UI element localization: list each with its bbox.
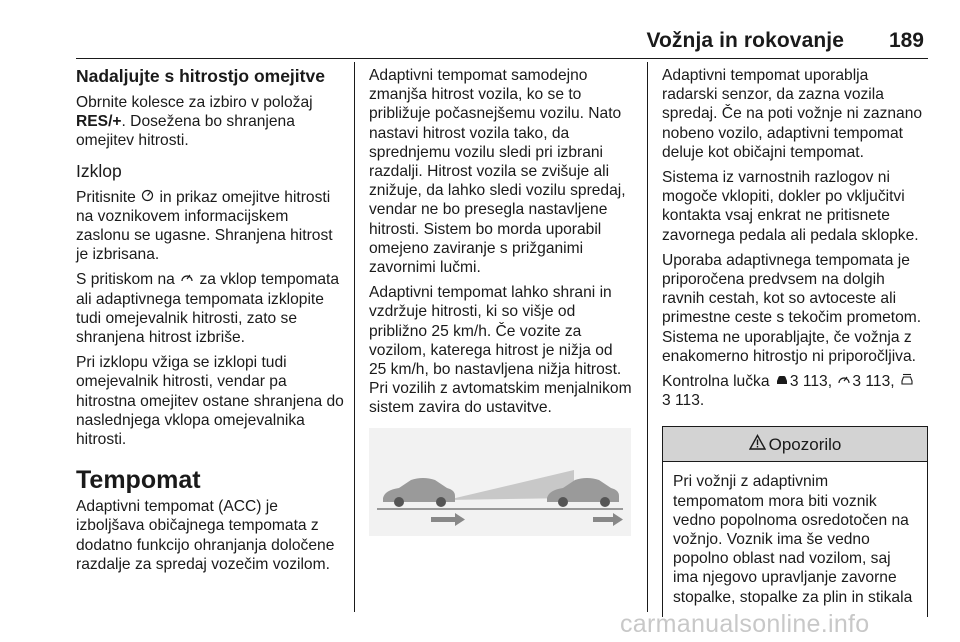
res-plus-label: RES/+ <box>76 113 122 131</box>
front-arrow <box>593 513 623 526</box>
acc-radar-illustration <box>369 428 631 536</box>
warning-triangle-icon <box>749 434 766 454</box>
speed-limiter-icon <box>140 188 155 207</box>
warning-box <box>662 426 928 617</box>
page-number: 189 <box>888 29 924 52</box>
paragraph-acc-speed: Adaptivni tempomat samodejno zmanjša hitrost vozila, ko se to približuje počasnejšemu vozilu. Nato nastavi hitrost vozila tako, da sprednjemu vozilu sledi pri izbrani razdalji. Hitrost vozila se zvišuje ali znižuje, da lahko sledi vozilu spredaj, vendar ne bo presegla nastavljene hitrosti. Sistem bo morda uporabil omejeno zaviranje s prižganimi zavornimi lučmi. <box>369 67 626 277</box>
paragraph-safety: Sistema iz varnostnih razlogov ni mogoče vklopiti, dokler po vključitvi kontakta vsaj enkrat ne pritisnete zavornega pedala ali pedala sklopke. <box>662 169 919 244</box>
cruise-control-icon <box>179 270 195 289</box>
paragraph-cruise-press: S pritiskom na za vklop tempomata ali adaptivnega tempomata izklopite tudi omejevalnik hitrosti, zato se shranjena hitrost izbriše. <box>76 271 340 347</box>
column-left <box>76 66 346 580</box>
ref-arrow-1: 3 <box>789 373 799 391</box>
column-middle <box>369 66 634 536</box>
paragraph-off: Pritisnite in prikaz omejitve hitrosti na voznikovem informacijskem zaslonu se ugasne. Shranjena hitrost je izbrisana. <box>76 188 333 264</box>
rear-car <box>383 478 455 507</box>
cruise-control-icon-ref <box>836 372 852 391</box>
warning-header <box>663 427 927 462</box>
chapter-title: Vožnja in rokovanje <box>646 29 844 52</box>
page-header <box>76 22 928 59</box>
paragraph-radar: Adaptivni tempomat uporablja radarski senzor, da zazna vozila spredaj. Če na poti vožnje ni zaznano nobeno vozilo, adaptivni tempomat deluje kot običajni tempomat. <box>662 67 923 161</box>
heading-cruise-control: Tempomat <box>76 466 201 495</box>
paragraph-indicator-refs: Kontrolna lučka 3 113, 3 113, 3 113. <box>662 372 928 410</box>
watermark: carmanualsonline.info <box>620 610 870 638</box>
heading-off: Izklop <box>76 160 122 181</box>
ref-arrow-3: 3 <box>662 392 671 410</box>
column-divider-2 <box>647 62 648 612</box>
heading-resume-limit: Nadaljujte s hitrostjo omejitve <box>76 66 325 86</box>
rear-arrow <box>431 513 465 526</box>
column-divider-1 <box>354 62 355 612</box>
paragraph-acc-range: Adaptivni tempomat lahko shrani in vzdržuje hitrosti, ki so višje od približno 25 km/h. Če vozite za vozilom, katerega hitrost je nižja od 25 km/h, bo nastavljena nižja hitrost. Pri vozilih z avtomatskim menjalnikom sistem zavira do ustavitve. <box>369 284 632 417</box>
warning-text: Pri vožnji z adaptivnim tempomatom mora biti voznik vedno popolnoma osredotočen na vožnjo. Voznik ima še vedno popolno oblast nad vozilom, saj ima njegovo upravljanje zavorne stopalke, stopalke za plin in stikala <box>673 473 913 606</box>
paragraph-usage: Uporaba adaptivnega tempomata je priporočena predvsem na dolgih ravnih cestah, kot so avtoceste ali primestne ceste s tekočim prometom. Sistema ne uporabljajte, če vožnja z enakomerno hitrostjo ni priporočljiva. <box>662 251 922 365</box>
warning-title: Opozorilo <box>768 434 842 454</box>
vehicle-ahead-icon <box>774 372 790 391</box>
paragraph-acc-intro: Adaptivni tempomat (ACC) je izboljšava običajnega tempomata z dodatno funkcijo ohranjanja določene razdalje za spredaj vozečim vozilom. <box>76 498 335 573</box>
paragraph-resume: Obrnite kolesce za izbiro v položaj RES/+. Dosežena bo shranjena omejitev hitrosti. <box>76 94 313 150</box>
adaptive-cruise-icon <box>899 372 915 391</box>
paragraph-ignition: Pri izklopu vžiga se izklopi tudi omejevalnik hitrosti, vendar pa hitrostna omejitev ostane shranjena do naslednjega vklopa omejevalnika hitrosti. <box>76 354 344 449</box>
ref-arrow-2: 3 <box>852 373 862 391</box>
column-right <box>662 66 928 617</box>
